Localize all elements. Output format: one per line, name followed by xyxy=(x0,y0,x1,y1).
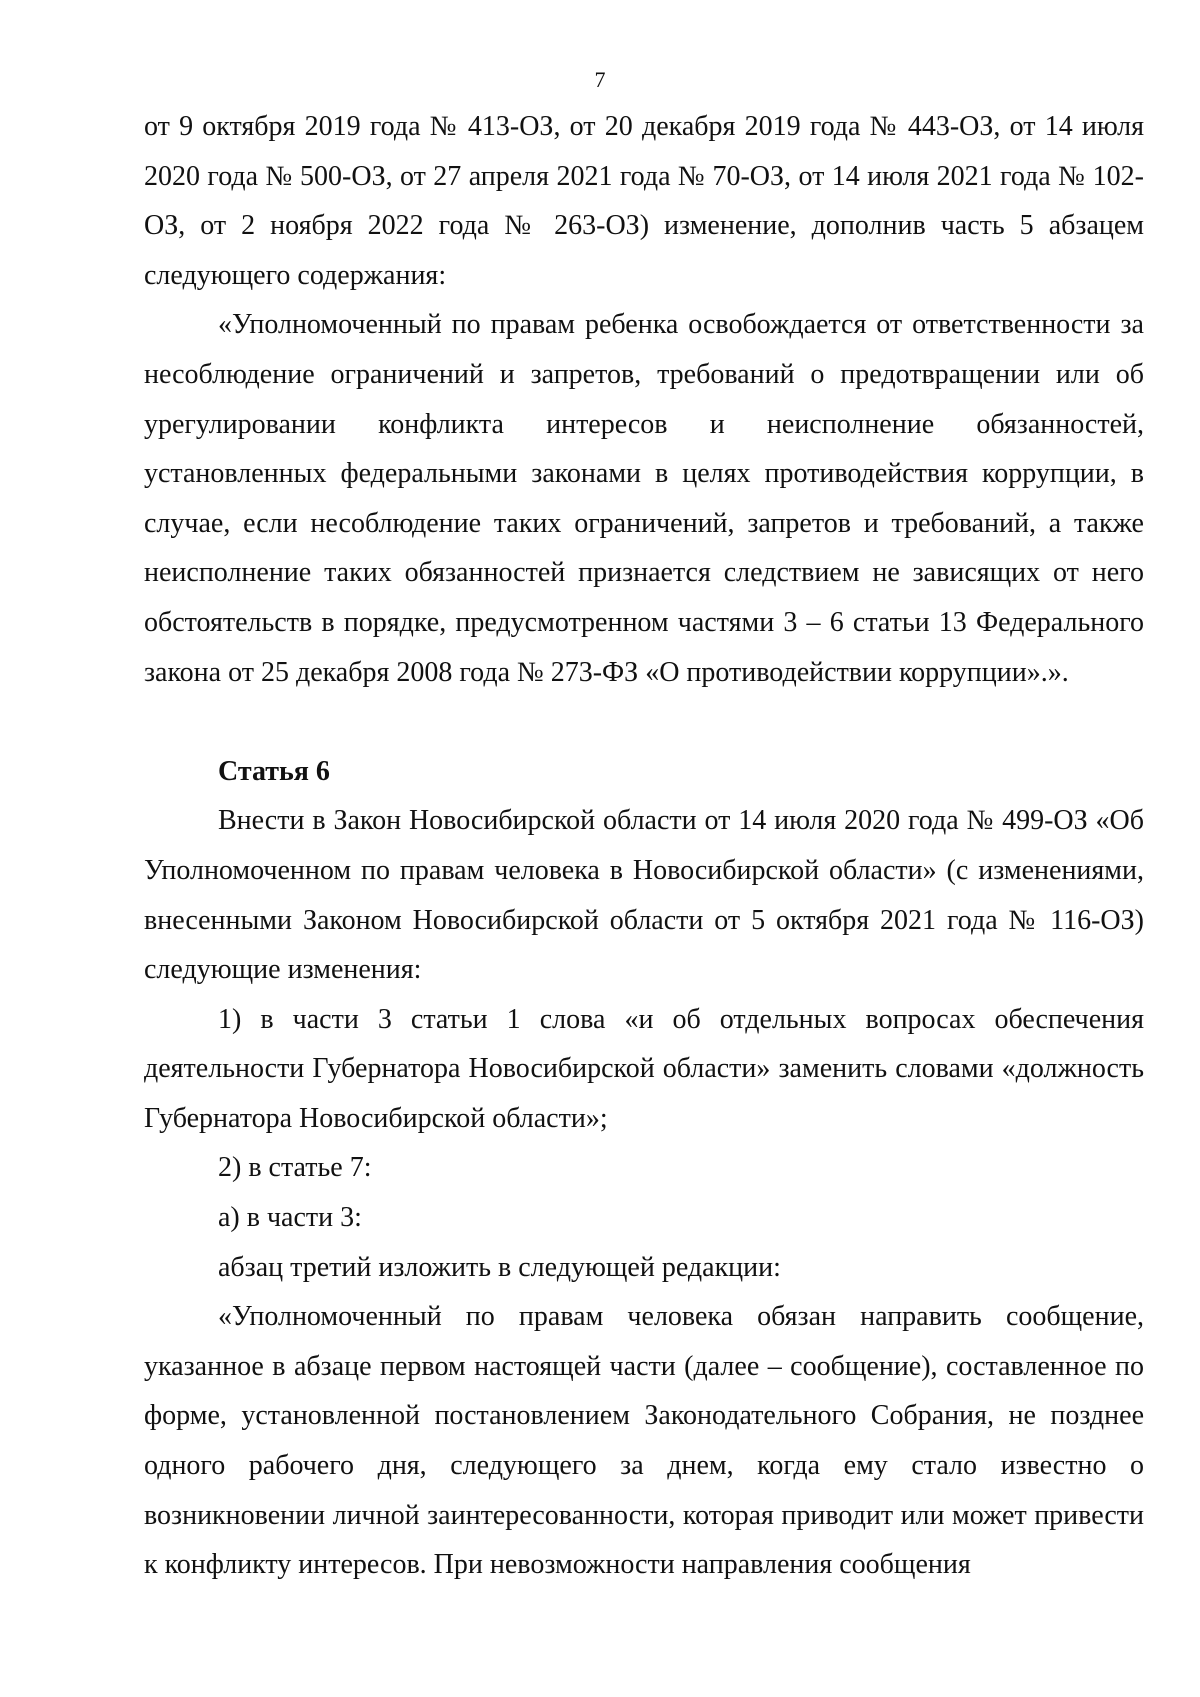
page-number: 7 xyxy=(594,67,606,92)
paragraph-item-2: 2) в статье 7: xyxy=(218,1152,372,1184)
paragraph-subitem-a: а) в части 3: xyxy=(218,1202,362,1234)
paragraph-item-1: 1) в части 3 статьи 1 слова «и об отдельных вопросах обеспечения деятельности Губернатора Новосибирской области» заменить словами «должность Губернатора Новосибирской области»; xyxy=(144,1003,1144,1134)
document-body xyxy=(144,102,1144,1590)
paragraph-amendment-list: от 9 октября 2019 года № 413-ОЗ, от 20 декабря 2019 года № 443-ОЗ, от 14 июля 2020 года № 500-ОЗ, от 27 апреля 2021 года № 70-ОЗ, от 14 июля 2021 года № 102-ОЗ, от 2 ноября 2022 года № 263-ОЗ) изменение, дополнив часть 5 абзацем следующего содержания: xyxy=(144,111,1144,291)
paragraph-quoted-ombudsman-human: «Уполномоченный по правам человека обязан направить сообщение, указанное в абзаце первом настоящей части (далее – сообщение), составленное по форме, установленной постановлением Законодательного Собрания, не позднее одного рабочего дня, следующего за днем, когда ему стало известно о возникновении личной заинтересованности, которая приводит или может привести к конфликту интересов. При невозможности направления сообщения xyxy=(144,1301,1144,1581)
paragraph-quoted-ombudsman-children: «Уполномоченный по правам ребенка освобождается от ответственности за несоблюдение ограничений и запретов, требований о предотвращении или об урегулировании конфликта интересов и неисполнение обязанностей, установленных федеральными законами в целях противодействия коррупции, в случае, если несоблюдение таких ограничений, запретов и требований, а также неисполнение таких обязанностей признается следствием не зависящих от него обстоятельств в порядке, предусмотренном частями 3 – 6 статьи 13 Федерального закона от 25 декабря 2008 года № 273-ФЗ «О противодействии коррупции».». xyxy=(144,309,1144,688)
blank-line xyxy=(144,697,1144,747)
paragraph-article-intro: Внести в Закон Новосибирской области от 14 июля 2020 года № 499-ОЗ «Об Уполномоченном по правам человека в Новосибирской области» (с изменениями, внесенными Законом Новосибирской области от 5 октября 2021 года № 116-ОЗ) следующие изменения: xyxy=(144,805,1144,986)
paragraph-abzac-third: абзац третий изложить в следующей редакции: xyxy=(218,1251,781,1283)
article-heading: Статья 6 xyxy=(218,755,330,787)
